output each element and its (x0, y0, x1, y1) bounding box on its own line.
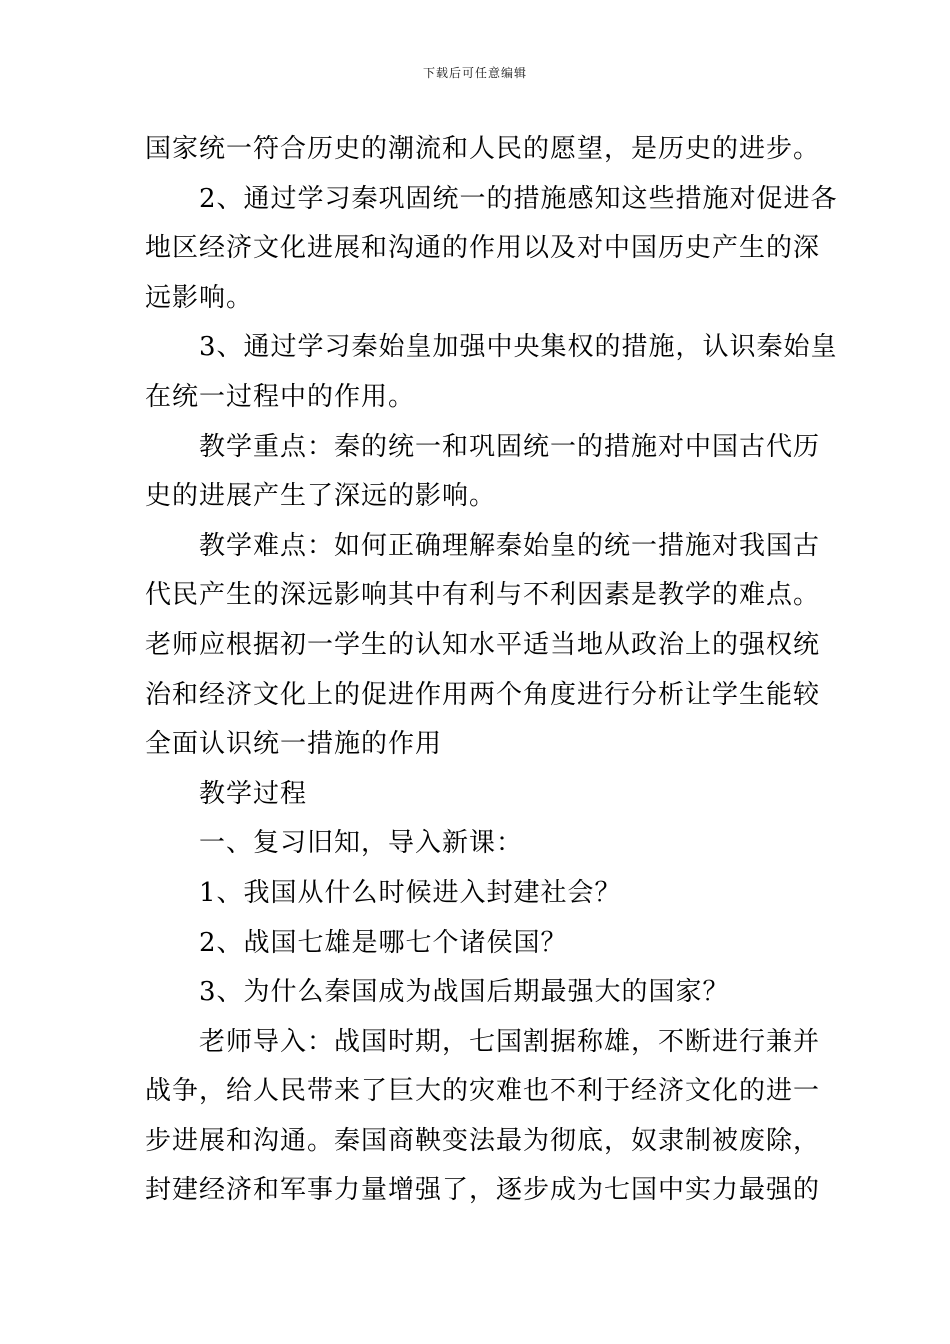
text-line: 国家统一符合历史的潮流和人民的愿望，是历史的进步。 (145, 134, 821, 164)
text-line: 教学难点：如何正确理解秦始皇的统一措施对我国古 (199, 530, 821, 561)
text-line: 2、战国七雄是哪七个诸侯国？ (199, 927, 568, 958)
text-line: 全面认识统一措施的作用 (145, 729, 443, 760)
text-line: 3、通过学习秦始皇加强中央集权的措施，认识秦始皇 (199, 332, 838, 363)
section-heading: 教学过程 (199, 778, 308, 809)
text-line: 老师导入：战国时期，七国割据称雄，不断进行兼并 (199, 1026, 821, 1057)
text-line: 史的进展产生了深远的影响。 (145, 481, 497, 512)
text-line: 教学重点：秦的统一和巩固统一的措施对中国古代历 (199, 431, 821, 462)
text-line: 3、为什么秦国成为战国后期最强大的国家？ (199, 977, 730, 1008)
text-line: 一、复习旧知，导入新课： (199, 828, 524, 859)
text-line: 代民产生的深远影响其中有利与不利因素是教学的难点。 (145, 580, 821, 611)
page-header-note: 下载后可任意编辑 (422, 66, 527, 80)
text-line: 地区经济文化进展和沟通的作用以及对中国历史产生的深 (145, 233, 821, 264)
text-line: 步进展和沟通。秦国商鞅变法最为彻底，奴隶制被废除， (145, 1125, 821, 1156)
text-line: 封建经济和军事力量增强了，逐步成为七国中实力最强的 (145, 1175, 821, 1206)
text-line: 老师应根据初一学生的认知水平适当地从政治上的强权统 (145, 629, 821, 660)
text-line: 1、我国从什么时候进入封建社会？ (199, 877, 622, 908)
text-line: 远影响。 (145, 282, 254, 313)
text-line: 治和经济文化上的促进作用两个角度进行分析让学生能较 (145, 679, 821, 710)
text-line: 战争，给人民带来了巨大的灾难也不利于经济文化的进一 (145, 1076, 821, 1107)
text-line: 2、通过学习秦巩固统一的措施感知这些措施对促进各 (199, 183, 838, 214)
document-body (145, 125, 838, 1216)
text-line: 在统一过程中的作用。 (145, 381, 416, 412)
